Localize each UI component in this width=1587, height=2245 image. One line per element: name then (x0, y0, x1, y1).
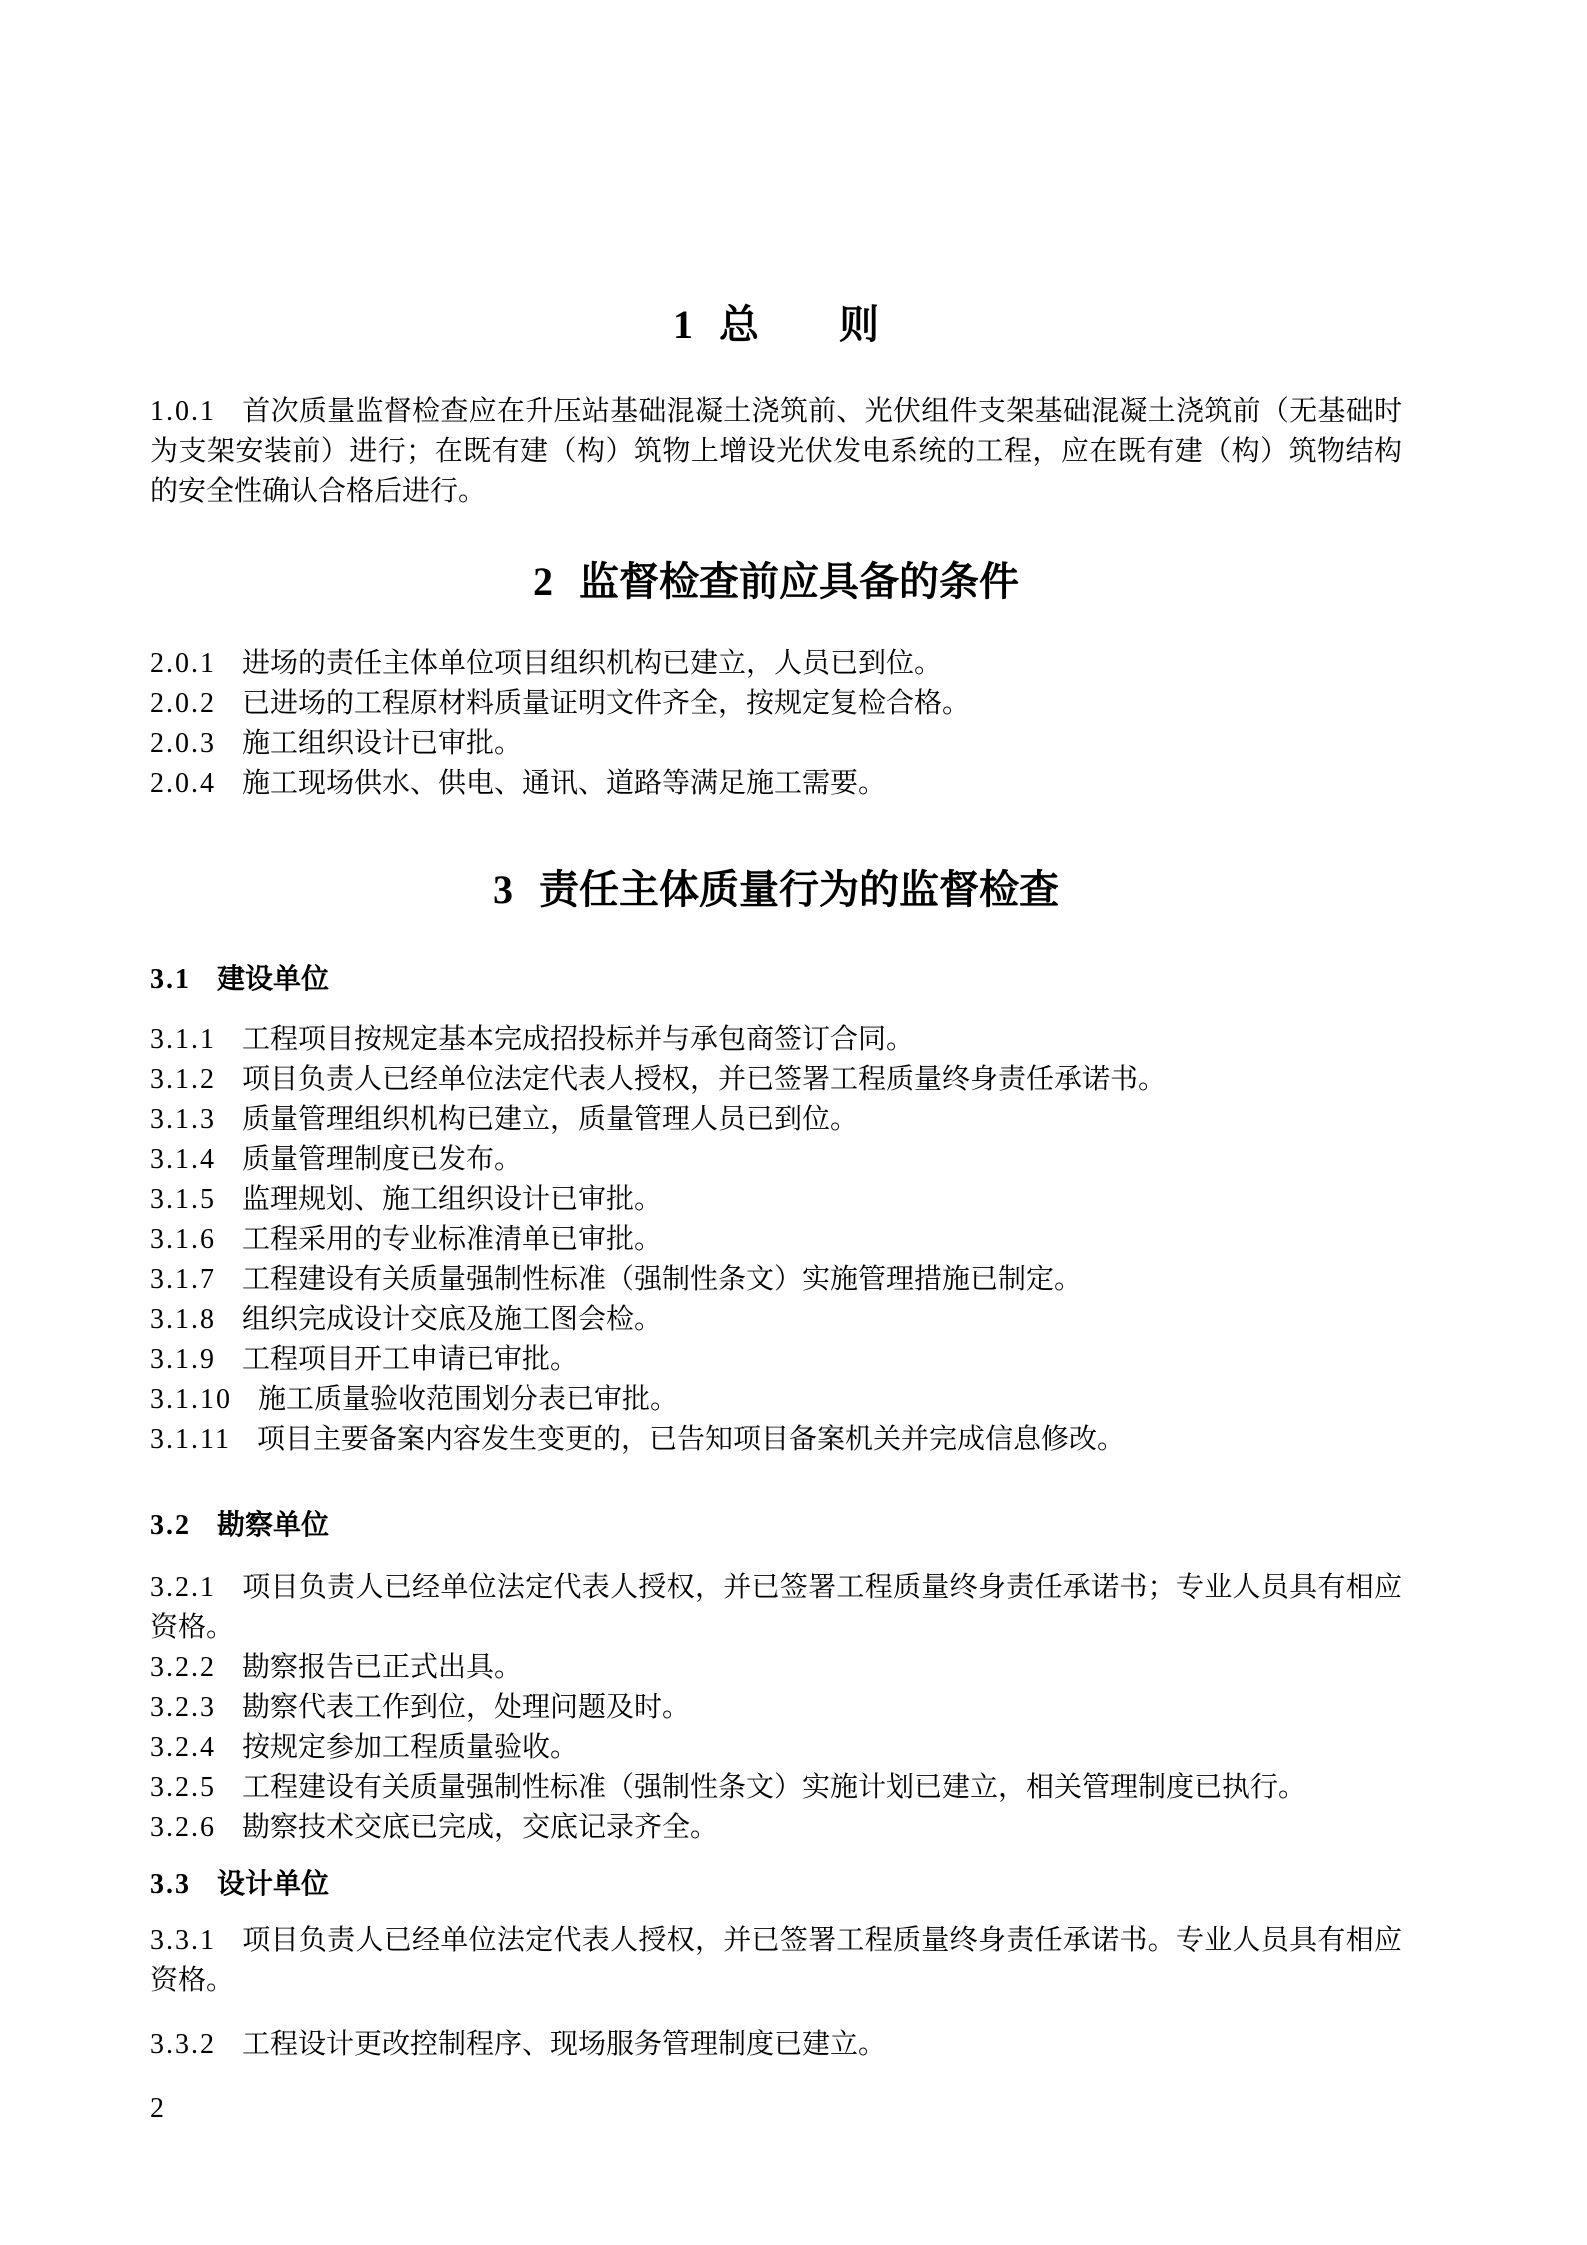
chapter-2-number: 2 (533, 559, 553, 604)
subsection-3-3-heading (150, 1864, 1402, 1905)
clause-number: 2.0.3 (150, 728, 216, 759)
clause (150, 1568, 1402, 1648)
clause-text: 质量管理组织机构已建立，质量管理人员已到位。 (242, 1104, 859, 1135)
clause (150, 1728, 1402, 1768)
clause-number: 3.1.3 (150, 1104, 216, 1135)
clause (150, 1300, 1402, 1340)
clause-text: 首次质量监督检查应在升压站基础混凝土浇筑前、光伏组件支架基础混凝土浇筑前（无基础时为支架安装前）进行；在既有建（构）筑物上增设光伏发电系统的工程，应在既有建（构）筑物结构的安全性确认合格后进行。 (150, 396, 1402, 507)
clause-number: 3.1.8 (150, 1304, 216, 1335)
clause-number: 3.1.11 (150, 1424, 231, 1455)
clause (150, 1380, 1402, 1420)
clause-text: 施工质量验收范围划分表已审批。 (258, 1384, 679, 1415)
clause-text: 按规定参加工程质量验收。 (242, 1732, 579, 1763)
clause-number: 3.1.9 (150, 1344, 216, 1375)
clause (150, 1260, 1402, 1300)
clause-number: 3.2.4 (150, 1732, 216, 1763)
clause-text: 施工现场供水、供电、通讯、道路等满足施工需要。 (242, 768, 887, 799)
clause-number: 3.1.4 (150, 1144, 216, 1175)
clause (150, 2025, 1402, 2065)
subsection-3-3-number: 3.3 (150, 1869, 191, 1900)
clause-number: 3.1.10 (150, 1384, 232, 1415)
subsection-3-2-title: 勘察单位 (217, 1509, 330, 1540)
chapter-3-number: 3 (493, 867, 513, 912)
clause-text: 项目主要备案内容发生变更的，已告知项目备案机关并完成信息修改。 (256, 1424, 1125, 1455)
clause-text: 项目负责人已经单位法定代表人授权，并已签署工程质量终身责任承诺书；专业人员具有相应资格。 (150, 1572, 1402, 1643)
clause-number: 3.2.3 (150, 1692, 216, 1723)
chapter-1-heading (150, 299, 1402, 351)
subsection-3-1-title: 建设单位 (217, 963, 330, 994)
clause-text: 工程项目开工申请已审批。 (242, 1344, 579, 1375)
clause-text: 工程设计更改控制程序、现场服务管理制度已建立。 (242, 2029, 887, 2060)
clause-text: 施工组织设计已审批。 (242, 728, 523, 759)
subsection-3-1-heading (150, 959, 1402, 1000)
chapter-2-clauses (150, 644, 1402, 804)
subsection-3-2-number: 3.2 (150, 1510, 191, 1541)
clause-text: 工程项目按规定基本完成招投标并与承包商签订合同。 (242, 1024, 915, 1055)
clause-text: 组织完成设计交底及施工图会检。 (242, 1304, 663, 1335)
clause-number: 3.2.5 (150, 1772, 216, 1803)
clause (150, 1420, 1402, 1460)
subsection-3-3-clauses (150, 1921, 1402, 2065)
clause (150, 1648, 1402, 1688)
chapter-1-title: 总 则 (719, 303, 879, 347)
clause (150, 1020, 1402, 1060)
clause-number: 3.2.6 (150, 1812, 216, 1843)
clause-text: 进场的责任主体单位项目组织机构已建立，人员已到位。 (242, 648, 943, 679)
clause (150, 1768, 1402, 1808)
clause (150, 1220, 1402, 1260)
clause-number: 3.3.1 (150, 1925, 216, 1956)
chapter-2-title: 监督检查前应具备的条件 (579, 560, 1019, 604)
clause-number: 3.2.2 (150, 1652, 216, 1683)
clause (150, 1688, 1402, 1728)
clause (150, 1921, 1402, 2001)
clause-number: 2.0.2 (150, 688, 216, 719)
clause-number: 3.1.6 (150, 1224, 216, 1255)
clause-text: 已进场的工程原材料质量证明文件齐全，按规定复检合格。 (242, 688, 971, 719)
clause-number: 2.0.4 (150, 768, 216, 799)
clause-text: 勘察代表工作到位，处理问题及时。 (242, 1692, 691, 1723)
chapter-1-number: 1 (673, 302, 693, 347)
clause-number: 3.1.5 (150, 1184, 216, 1215)
clause (150, 684, 1402, 724)
clause-text: 勘察技术交底已完成，交底记录齐全。 (242, 1812, 719, 1843)
clause-text: 项目负责人已经单位法定代表人授权，并已签署工程质量终身责任承诺书。 (242, 1064, 1167, 1095)
clause-text: 监理规划、施工组织设计已审批。 (242, 1184, 663, 1215)
clause-text: 质量管理制度已发布。 (242, 1144, 523, 1175)
clause (150, 1100, 1402, 1140)
subsection-3-1-number: 3.1 (150, 964, 191, 995)
clause (150, 1180, 1402, 1220)
clause-number: 3.1.2 (150, 1064, 216, 1095)
chapter-3-title: 责任主体质量行为的监督检查 (539, 868, 1059, 912)
page-number: 2 (150, 2093, 164, 2124)
clause-text: 工程建设有关质量强制性标准（强制性条文）实施计划已建立，相关管理制度已执行。 (242, 1772, 1307, 1803)
clause-number: 3.1.7 (150, 1264, 216, 1295)
chapter-2-heading (150, 556, 1402, 608)
clause (150, 392, 1402, 512)
clause-text: 工程采用的专业标准清单已审批。 (242, 1224, 663, 1255)
clause-text: 工程建设有关质量强制性标准（强制性条文）实施管理措施已制定。 (242, 1264, 1083, 1295)
clause-number: 3.1.1 (150, 1024, 216, 1055)
subsection-3-2-clauses (150, 1568, 1402, 1848)
clause-text: 项目负责人已经单位法定代表人授权，并已签署工程质量终身责任承诺书。专业人员具有相应资格。 (150, 1925, 1402, 1996)
chapter-3-heading (150, 864, 1402, 916)
clause-number: 1.0.1 (150, 396, 216, 427)
clause (150, 1340, 1402, 1380)
clause (150, 1060, 1402, 1100)
document-content (0, 299, 1587, 2245)
clause-number: 3.3.2 (150, 2029, 216, 2060)
subsection-3-1-clauses (150, 1020, 1402, 1460)
clause-text: 勘察报告已正式出具。 (242, 1652, 523, 1683)
clause (150, 1808, 1402, 1848)
clause (150, 644, 1402, 684)
subsection-3-3-title: 设计单位 (217, 1868, 330, 1899)
clause-number: 3.2.1 (150, 1572, 216, 1603)
clause-number: 2.0.1 (150, 648, 216, 679)
clause (150, 764, 1402, 804)
clause (150, 724, 1402, 764)
subsection-3-2-heading (150, 1505, 1402, 1546)
clause (150, 1140, 1402, 1180)
